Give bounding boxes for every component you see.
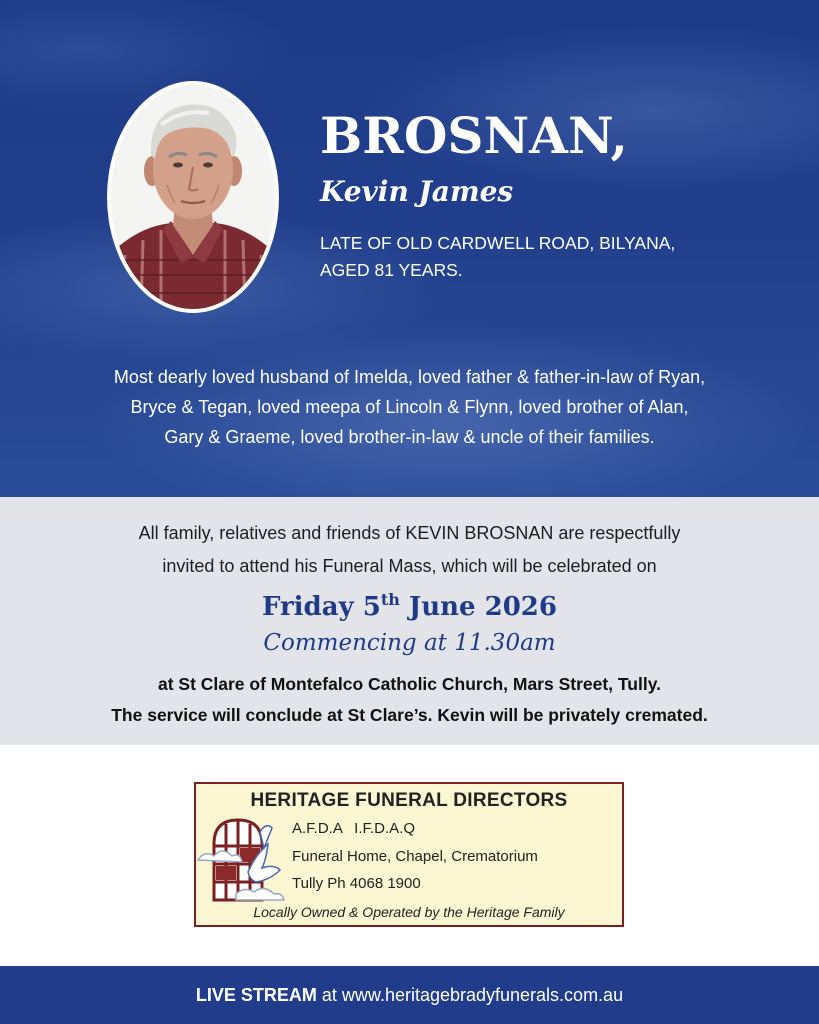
live-stream-banner <box>0 966 819 1024</box>
service-venue: at St Clare of Montefalco Catholic Church, Mars Street, Tully. <box>157 674 662 694</box>
live-stream-label: LIVE STREAM <box>195 985 317 1005</box>
header-section <box>0 0 819 497</box>
deceased-given-names: Kevin James <box>320 175 514 208</box>
chapel-window-icon <box>196 814 292 904</box>
tribute-line: Bryce & Tegan, loved meepa of Lincoln & Flynn, loved brother of Alan, <box>130 397 689 417</box>
tribute-line: Most dearly loved husband of Imelda, loved father & father-in-law of Ryan, <box>113 367 706 387</box>
funeral-director-name: HERITAGE FUNERAL DIRECTORS <box>250 790 568 811</box>
service-date-suffix: th <box>380 590 400 609</box>
portrait-frame <box>107 81 279 313</box>
professional-associations: A.F.D.A I.F.D.A.Q <box>292 820 416 837</box>
service-details-section <box>0 497 819 745</box>
residence-and-age <box>320 230 790 284</box>
service-date-day: Friday 5 <box>261 592 381 622</box>
invitation-text <box>40 517 779 583</box>
service-time: Commencing at 11.30am <box>263 630 556 656</box>
funeral-director-services: Funeral Home, Chapel, Crematorium <box>292 848 538 865</box>
funeral-director-tagline: Locally Owned & Operated by the Heritage Family <box>253 904 565 920</box>
family-tribute <box>40 362 779 452</box>
live-stream-text <box>0 966 819 1024</box>
service-date <box>0 589 819 625</box>
funeral-director-logo <box>194 782 624 927</box>
invitation-line: All family, relatives and friends of KEVIN BROSNAN are respectfully <box>138 523 681 543</box>
service-conclusion: The service will conclude at St Clare’s. Kevin will be privately cremated. <box>111 705 708 725</box>
live-stream-url[interactable]: at www.heritagebradyfunerals.com.au <box>316 985 624 1005</box>
deceased-surname: BROSNAN, <box>320 106 628 165</box>
residence-line: LATE OF OLD CARDWELL ROAD, BILYANA, <box>320 233 676 253</box>
age-line: AGED 81 YEARS. <box>320 260 463 280</box>
tribute-line: Gary & Graeme, loved brother-in-law & uncle of their families. <box>164 427 655 447</box>
funeral-director-phone: Tully Ph 4068 1900 <box>292 875 421 892</box>
invitation-line: invited to attend his Funeral Mass, which will be celebrated on <box>162 556 657 576</box>
portrait-photo <box>111 85 275 309</box>
service-date-month-year: June 2026 <box>399 592 557 622</box>
